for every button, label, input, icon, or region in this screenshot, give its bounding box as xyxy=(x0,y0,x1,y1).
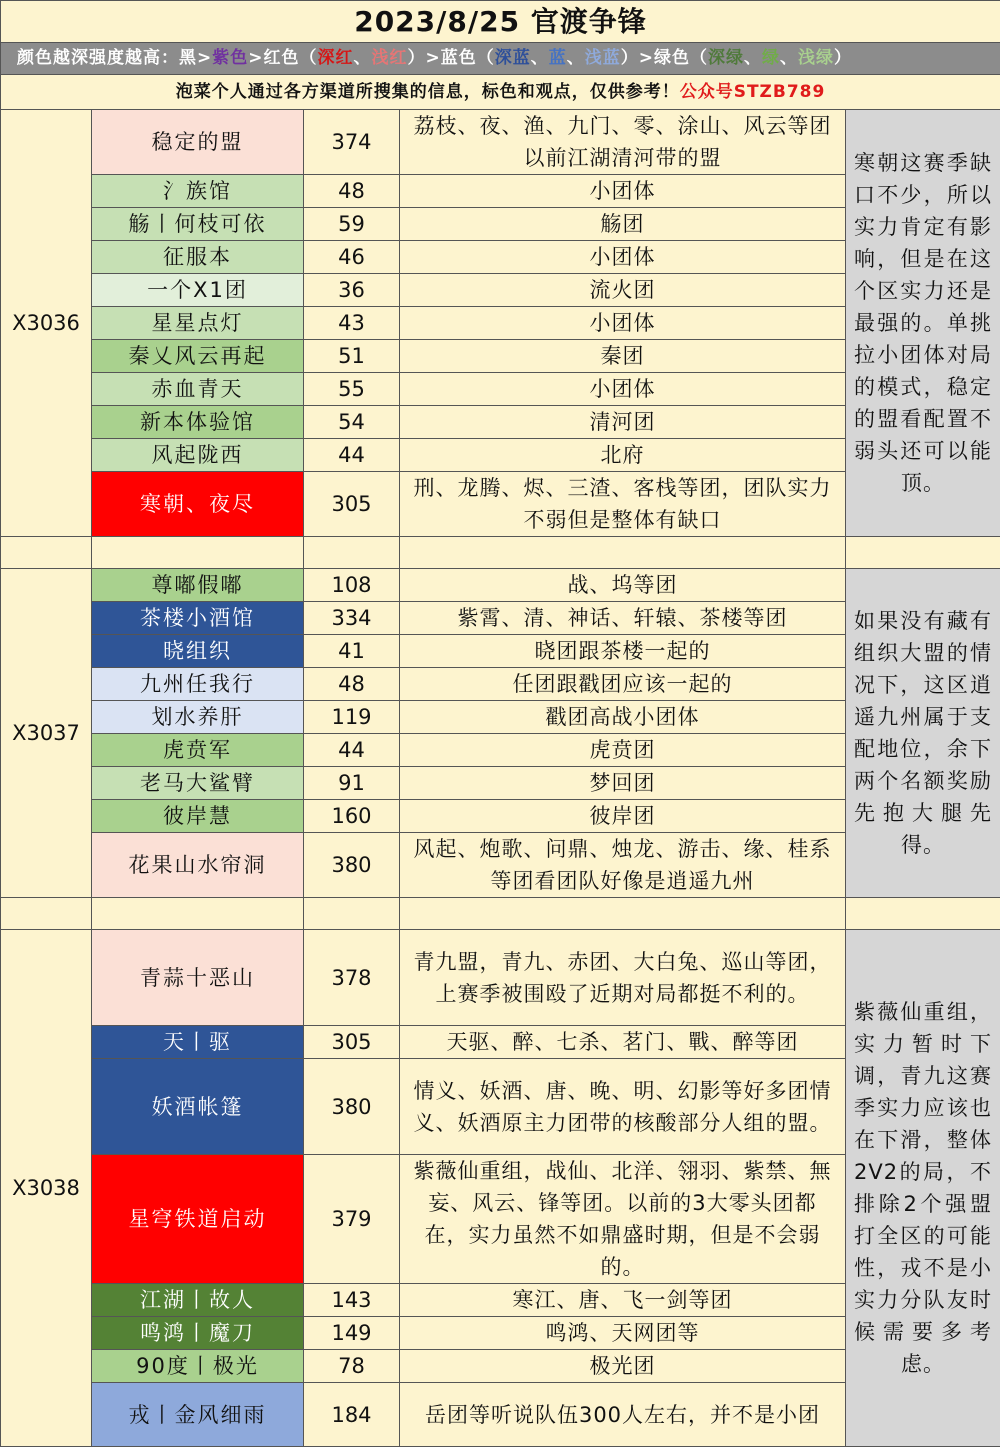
alliance-description: 荔枝、夜、渔、九门、零、涂山、风云等团以前江湖清河带的盟 xyxy=(400,110,846,175)
member-count: 379 xyxy=(304,1155,400,1284)
member-count: 160 xyxy=(304,800,400,833)
legend-dark-red: 深红 xyxy=(318,48,354,68)
alliance-description: 戳团高战小团体 xyxy=(400,701,846,734)
member-count: 43 xyxy=(304,307,400,340)
alliance-description: 岳团等听说队伍300人左右，并不是小团 xyxy=(400,1383,846,1447)
spacer-cell xyxy=(400,537,846,569)
disclaimer xyxy=(1,75,1000,110)
legend-sep: 、 xyxy=(780,48,798,68)
alliance-name: 划水养肝 xyxy=(92,701,304,734)
legend-light-green: 浅绿 xyxy=(798,48,834,68)
legend-blue: 蓝 xyxy=(549,48,567,68)
alliance-name: 尊嘟假嘟 xyxy=(92,569,304,602)
spacer-row xyxy=(1,537,1000,569)
table-row xyxy=(1,930,1000,1026)
server-id: X3037 xyxy=(1,569,92,898)
alliance-description: 小团体 xyxy=(400,175,846,208)
member-count: 59 xyxy=(304,208,400,241)
alliance-description: 寒江、唐、飞一剑等团 xyxy=(400,1284,846,1317)
watermark-text: 公众号STZB789 xyxy=(680,82,826,102)
alliance-description: 觞团 xyxy=(400,208,846,241)
member-count: 36 xyxy=(304,274,400,307)
server-id: X3038 xyxy=(1,930,92,1447)
alliance-name: 九州任我行 xyxy=(92,668,304,701)
alliance-name: 妖酒帐篷 xyxy=(92,1059,304,1155)
member-count: 44 xyxy=(304,439,400,472)
alliance-name: 老马大鲨臂 xyxy=(92,767,304,800)
page-title: 2023/8/25 官渡争锋 xyxy=(1,1,1000,43)
member-count: 149 xyxy=(304,1317,400,1350)
alliance-description: 紫薇仙重组，战仙、北洋、翎羽、紫禁、無妄、风云、锋等团。以前的3大零头团都在，实力虽然不如鼎盛时期，但是不会弱的。 xyxy=(400,1155,846,1284)
alliance-description: 清河团 xyxy=(400,406,846,439)
alliance-name: 新本体验馆 xyxy=(92,406,304,439)
alliance-name: 寒朝、夜尽 xyxy=(92,472,304,537)
alliance-description: 晓团跟茶楼一起的 xyxy=(400,635,846,668)
alliance-name: 天丨驱 xyxy=(92,1026,304,1059)
alliance-description: 风起、炮歌、问鼎、烛龙、游击、缘、桂系等团看团队好像是逍遥九州 xyxy=(400,833,846,898)
member-count: 78 xyxy=(304,1350,400,1383)
legend-mid-green: ）>绿色（ xyxy=(621,48,708,68)
alliance-description: 小团体 xyxy=(400,241,846,274)
legend-mid-blue: ）>蓝色（ xyxy=(408,48,495,68)
alliance-description: 虎贲团 xyxy=(400,734,846,767)
spacer-cell xyxy=(1,537,92,569)
legend-suffix: ） xyxy=(834,48,852,68)
alliance-description: 梦回团 xyxy=(400,767,846,800)
alliance-description: 鸣鸿、天网团等 xyxy=(400,1317,846,1350)
spacer-cell xyxy=(304,537,400,569)
alliance-description: 任团跟戳团应该一起的 xyxy=(400,668,846,701)
alliance-name: 觞丨何枝可依 xyxy=(92,208,304,241)
alliance-name: 青蒜十恶山 xyxy=(92,930,304,1026)
alliance-description: 彼岸团 xyxy=(400,800,846,833)
member-count: 41 xyxy=(304,635,400,668)
member-count: 44 xyxy=(304,734,400,767)
member-count: 46 xyxy=(304,241,400,274)
member-count: 305 xyxy=(304,472,400,537)
spacer-cell xyxy=(1,898,92,930)
legend-sep: 、 xyxy=(354,48,372,68)
server-comment: 如果没有藏有组织大盟的情况下，这区逍遥九州属于支配地位，余下两个名额奖励先抱大腿先得。 xyxy=(846,569,1000,898)
spacer-cell xyxy=(304,898,400,930)
alliance-name: 稳定的盟 xyxy=(92,110,304,175)
alliance-name: 虎贲军 xyxy=(92,734,304,767)
spacer-cell xyxy=(92,898,304,930)
member-count: 305 xyxy=(304,1026,400,1059)
member-count: 54 xyxy=(304,406,400,439)
alliance-description: 天驱、醉、七杀、茗门、戰、醉等团 xyxy=(400,1026,846,1059)
alliance-description: 紫霄、清、神话、轩辕、茶楼等团 xyxy=(400,602,846,635)
legend-sep: 、 xyxy=(744,48,762,68)
legend-sep: 、 xyxy=(567,48,585,68)
color-legend xyxy=(1,43,1000,75)
table-row xyxy=(1,569,1000,602)
member-count: 143 xyxy=(304,1284,400,1317)
alliance-name: 鸣鸿丨魔刀 xyxy=(92,1317,304,1350)
alliance-name: 星星点灯 xyxy=(92,307,304,340)
legend-dark-blue: 深蓝 xyxy=(495,48,531,68)
legend-sep: 、 xyxy=(531,48,549,68)
alliance-name: 赤血青天 xyxy=(92,373,304,406)
legend-dark-green: 深绿 xyxy=(708,48,744,68)
member-count: 184 xyxy=(304,1383,400,1447)
alliance-description: 极光团 xyxy=(400,1350,846,1383)
alliance-name: 戎丨金风细雨 xyxy=(92,1383,304,1447)
alliance-name: 秦乂风云再起 xyxy=(92,340,304,373)
alliance-name: 征服本 xyxy=(92,241,304,274)
server-id: X3036 xyxy=(1,110,92,537)
alliance-name: 星穹铁道启动 xyxy=(92,1155,304,1284)
alliance-name: 彼岸慧 xyxy=(92,800,304,833)
legend-light-blue: 浅蓝 xyxy=(585,48,621,68)
legend-green: 绿 xyxy=(762,48,780,68)
member-count: 334 xyxy=(304,602,400,635)
server-comment: 寒朝这赛季缺口不少，所以实力肯定有影响，但是在这个区实力还是最强的。单挑拉小团体对局的模式，稳定的盟看配置不弱头还可以能顶。 xyxy=(846,110,1000,537)
alliance-description: 小团体 xyxy=(400,373,846,406)
spacer-cell xyxy=(846,898,1000,930)
spacer-cell xyxy=(846,537,1000,569)
server-comment: 紫薇仙重组，实力暂时下调，青九这赛季实力应该也在下滑，整体2V2的局，不排除2个强盟打全区的可能性，戎不是小实力分队友时候需要多考虑。 xyxy=(846,930,1000,1447)
alliance-description: 情义、妖酒、唐、晚、明、幻影等好多团情义、妖酒原主力团带的核酸部分人组的盟。 xyxy=(400,1059,846,1155)
disclaimer-text: 泡菜个人通过各方渠道所搜集的信息，标色和观点，仅供参考！ xyxy=(176,82,680,102)
legend-light-red: 浅红 xyxy=(372,48,408,68)
alliance-description: 北府 xyxy=(400,439,846,472)
legend-purple: 紫色 xyxy=(212,48,248,68)
member-count: 108 xyxy=(304,569,400,602)
spacer-row xyxy=(1,898,1000,930)
member-count: 48 xyxy=(304,668,400,701)
alliance-name: 江湖丨故人 xyxy=(92,1284,304,1317)
alliance-description: 流火团 xyxy=(400,274,846,307)
member-count: 374 xyxy=(304,110,400,175)
member-count: 119 xyxy=(304,701,400,734)
table-row xyxy=(1,110,1000,175)
legend-prefix: 颜色越深强度越高：黑> xyxy=(17,48,212,68)
alliance-name: 花果山水帘洞 xyxy=(92,833,304,898)
alliance-name: 90度丨极光 xyxy=(92,1350,304,1383)
alliance-name: 风起陇西 xyxy=(92,439,304,472)
member-count: 91 xyxy=(304,767,400,800)
alliance-name: 晓组织 xyxy=(92,635,304,668)
alliance-name: 茶楼小酒馆 xyxy=(92,602,304,635)
member-count: 378 xyxy=(304,930,400,1026)
spacer-cell xyxy=(92,537,304,569)
alliance-name: 一个X1团 xyxy=(92,274,304,307)
legend-mid-red: >红色（ xyxy=(248,48,317,68)
alliance-description: 刑、龙腾、烬、三渣、客栈等团，团队实力不弱但是整体有缺口 xyxy=(400,472,846,537)
spacer-cell xyxy=(400,898,846,930)
alliance-description: 战、坞等团 xyxy=(400,569,846,602)
member-count: 48 xyxy=(304,175,400,208)
alliance-name: 氵族馆 xyxy=(92,175,304,208)
alliance-description: 小团体 xyxy=(400,307,846,340)
member-count: 55 xyxy=(304,373,400,406)
alliance-description: 秦团 xyxy=(400,340,846,373)
member-count: 380 xyxy=(304,1059,400,1155)
member-count: 51 xyxy=(304,340,400,373)
member-count: 380 xyxy=(304,833,400,898)
alliance-description: 青九盟，青九、赤团、大白兔、巡山等团，上赛季被围殴了近期对局都挺不利的。 xyxy=(400,930,846,1026)
